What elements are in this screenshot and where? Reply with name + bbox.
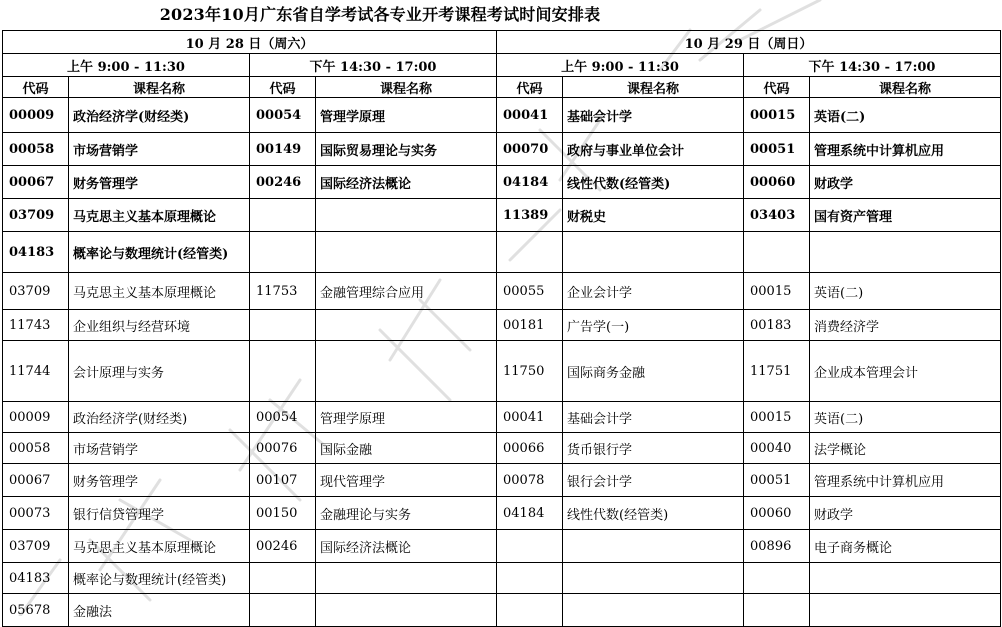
course-code-cell: [744, 232, 810, 273]
course-name-cell: 政治经济学(财经类): [69, 98, 250, 133]
course-code-cell: 11753: [250, 273, 316, 310]
course-code-cell: 00015: [744, 98, 810, 133]
course-name-cell: [810, 594, 1001, 627]
course-name-cell: 管理学原理: [316, 402, 497, 433]
day1-header: 10 月 28 日（周六）: [3, 31, 497, 54]
table-row: [3, 433, 1001, 464]
course-name-cell: [316, 232, 497, 273]
course-name-cell: 线性代数(经管类): [563, 166, 744, 199]
code-header: 代码: [744, 77, 810, 98]
course-code-cell: 00060: [744, 497, 810, 530]
course-name-cell: 财政学: [810, 497, 1001, 530]
course-code-cell: 00066: [497, 433, 563, 464]
course-code-cell: 00246: [250, 166, 316, 199]
course-name-cell: 基础会计学: [563, 98, 744, 133]
course-code-cell: 03709: [3, 530, 69, 563]
course-code-cell: 04184: [497, 166, 563, 199]
course-name-cell: 财税史: [563, 199, 744, 232]
table-row: [3, 232, 1001, 273]
course-code-cell: 00040: [744, 433, 810, 464]
course-code-cell: [250, 563, 316, 594]
course-name-cell: 企业成本管理会计: [810, 341, 1001, 402]
course-name-cell: 英语(二): [810, 98, 1001, 133]
course-code-cell: 00078: [497, 464, 563, 497]
course-name-cell: 政治经济学(财经类): [69, 402, 250, 433]
course-name-cell: 国际商务金融: [563, 341, 744, 402]
table-row: [3, 310, 1001, 341]
course-code-cell: 00041: [497, 98, 563, 133]
course-name-cell: [316, 310, 497, 341]
course-code-cell: 00150: [250, 497, 316, 530]
day2-header: 10 月 29 日（周日）: [497, 31, 1001, 54]
table-row: [3, 464, 1001, 497]
course-name-cell: 概率论与数理统计(经管类): [69, 563, 250, 594]
course-name-cell: 管理系统中计算机应用: [810, 464, 1001, 497]
course-code-cell: 00067: [3, 464, 69, 497]
course-code-cell: 00009: [3, 98, 69, 133]
course-name-cell: 概率论与数理统计(经管类): [69, 232, 250, 273]
course-code-cell: 00015: [744, 402, 810, 433]
course-code-cell: [744, 563, 810, 594]
course-code-cell: 05678: [3, 594, 69, 627]
course-name-cell: [563, 530, 744, 563]
course-code-cell: 00051: [744, 464, 810, 497]
course-code-cell: [250, 199, 316, 232]
table-row: [3, 133, 1001, 166]
table-row: [3, 530, 1001, 563]
course-name-cell: 国际经济法概论: [316, 530, 497, 563]
course-name-cell: 管理学原理: [316, 98, 497, 133]
course-code-cell: 00076: [250, 433, 316, 464]
course-name-cell: 马克思主义基本原理概论: [69, 199, 250, 232]
course-name-cell: 马克思主义基本原理概论: [69, 273, 250, 310]
course-code-cell: 00149: [250, 133, 316, 166]
day2-am-header: 上午 9:00 - 11:30: [497, 54, 744, 77]
table-row: [3, 341, 1001, 402]
course-code-cell: 11743: [3, 310, 69, 341]
course-name-cell: [316, 563, 497, 594]
page-title: 2023年10月广东省自学考试各专业开考课程考试时间安排表: [159, 5, 601, 24]
course-name-cell: [563, 594, 744, 627]
day1-am-header: 上午 9:00 - 11:30: [3, 54, 250, 77]
course-name-cell: [810, 232, 1001, 273]
day1-pm-header: 下午 14:30 - 17:00: [250, 54, 497, 77]
course-header: 课程名称: [316, 77, 497, 98]
course-name-cell: 金融理论与实务: [316, 497, 497, 530]
course-name-cell: [316, 594, 497, 627]
course-name-cell: 基础会计学: [563, 402, 744, 433]
course-name-cell: 企业会计学: [563, 273, 744, 310]
code-header: 代码: [250, 77, 316, 98]
course-code-cell: 04183: [3, 563, 69, 594]
course-name-cell: 市场营销学: [69, 433, 250, 464]
code-header: 代码: [497, 77, 563, 98]
course-name-cell: 财务管理学: [69, 464, 250, 497]
table-row: [3, 98, 1001, 133]
course-code-cell: 03709: [3, 199, 69, 232]
course-name-cell: [563, 563, 744, 594]
course-name-cell: [563, 232, 744, 273]
course-code-cell: 00067: [3, 166, 69, 199]
course-code-cell: 11751: [744, 341, 810, 402]
table-row: [3, 273, 1001, 310]
course-name-cell: [316, 341, 497, 402]
course-header: 课程名称: [69, 77, 250, 98]
course-name-cell: 电子商务概论: [810, 530, 1001, 563]
course-name-cell: 银行信贷管理学: [69, 497, 250, 530]
course-code-cell: [497, 232, 563, 273]
course-header: 课程名称: [810, 77, 1001, 98]
course-code-cell: 11750: [497, 341, 563, 402]
course-code-cell: 00070: [497, 133, 563, 166]
course-name-cell: 法学概论: [810, 433, 1001, 464]
session-header-row: [3, 54, 1001, 77]
course-name-cell: 企业组织与经营环境: [69, 310, 250, 341]
course-name-cell: 国际金融: [316, 433, 497, 464]
course-code-cell: 00107: [250, 464, 316, 497]
course-name-cell: 现代管理学: [316, 464, 497, 497]
course-code-cell: [744, 594, 810, 627]
course-code-cell: 04184: [497, 497, 563, 530]
course-name-cell: 金融管理综合应用: [316, 273, 497, 310]
course-name-cell: [316, 199, 497, 232]
course-code-cell: 00183: [744, 310, 810, 341]
course-code-cell: [497, 594, 563, 627]
course-code-cell: 03403: [744, 199, 810, 232]
course-name-cell: 市场营销学: [69, 133, 250, 166]
course-name-cell: 英语(二): [810, 402, 1001, 433]
course-code-cell: 00051: [744, 133, 810, 166]
course-name-cell: 金融法: [69, 594, 250, 627]
course-code-cell: 00055: [497, 273, 563, 310]
course-name-cell: 国际贸易理论与实务: [316, 133, 497, 166]
table-row: [3, 199, 1001, 232]
course-code-cell: 00896: [744, 530, 810, 563]
course-code-cell: [250, 594, 316, 627]
course-name-cell: 会计原理与实务: [69, 341, 250, 402]
column-header-row: [3, 77, 1001, 98]
course-name-cell: 英语(二): [810, 273, 1001, 310]
table-row: [3, 563, 1001, 594]
course-name-cell: [810, 563, 1001, 594]
course-code-cell: [250, 232, 316, 273]
table-row: [3, 594, 1001, 627]
course-name-cell: 国有资产管理: [810, 199, 1001, 232]
course-name-cell: 消费经济学: [810, 310, 1001, 341]
course-name-cell: 国际经济法概论: [316, 166, 497, 199]
course-code-cell: 00054: [250, 98, 316, 133]
course-code-cell: [250, 310, 316, 341]
course-code-cell: 04183: [3, 232, 69, 273]
course-name-cell: 广告学(一): [563, 310, 744, 341]
course-code-cell: 00041: [497, 402, 563, 433]
course-code-cell: 11389: [497, 199, 563, 232]
course-code-cell: 00009: [3, 402, 69, 433]
day-header-row: [3, 31, 1001, 54]
table-row: [3, 402, 1001, 433]
course-code-cell: 11744: [3, 341, 69, 402]
course-code-cell: 00060: [744, 166, 810, 199]
code-header: 代码: [3, 77, 69, 98]
course-code-cell: 03709: [3, 273, 69, 310]
course-code-cell: 00246: [250, 530, 316, 563]
exam-schedule-table: [2, 30, 1001, 627]
course-name-cell: 银行会计学: [563, 464, 744, 497]
course-code-cell: 00015: [744, 273, 810, 310]
table-row: [3, 497, 1001, 530]
course-code-cell: [497, 530, 563, 563]
course-name-cell: 财政学: [810, 166, 1001, 199]
course-name-cell: 货币银行学: [563, 433, 744, 464]
day2-pm-header: 下午 14:30 - 17:00: [744, 54, 1001, 77]
course-name-cell: 财务管理学: [69, 166, 250, 199]
course-name-cell: 马克思主义基本原理概论: [69, 530, 250, 563]
course-name-cell: 管理系统中计算机应用: [810, 133, 1001, 166]
course-code-cell: 00058: [3, 133, 69, 166]
course-name-cell: 政府与事业单位会计: [563, 133, 744, 166]
table-row: [3, 166, 1001, 199]
course-code-cell: [497, 563, 563, 594]
course-code-cell: 00054: [250, 402, 316, 433]
course-header: 课程名称: [563, 77, 744, 98]
course-code-cell: 00073: [3, 497, 69, 530]
course-name-cell: 线性代数(经管类): [563, 497, 744, 530]
course-code-cell: 00058: [3, 433, 69, 464]
course-code-cell: [250, 341, 316, 402]
course-code-cell: 00181: [497, 310, 563, 341]
